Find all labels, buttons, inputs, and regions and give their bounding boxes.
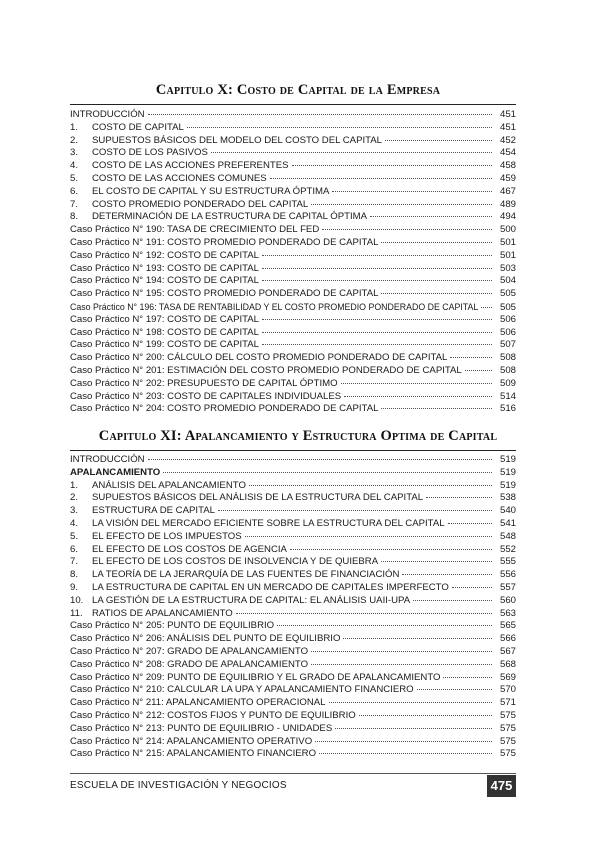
toc-entry <box>70 135 516 148</box>
toc-entry <box>70 288 516 301</box>
toc-entry-title: Caso Práctico N° 203: COSTO DE CAPITALES INDIVIDUALES <box>70 390 342 402</box>
toc-entry <box>70 736 516 749</box>
toc-entry-title: SUPUESTOS BÁSICOS DEL MODELO DEL COSTO DEL CAPITAL <box>92 134 383 146</box>
toc-entry-page: 505 <box>499 288 516 300</box>
chapter-xi-rule <box>70 450 516 451</box>
toc-entry-title: SUPUESTOS BÁSICOS DEL ANÁLISIS DE LA ESTRUCTURA DEL CAPITAL <box>92 492 424 504</box>
toc-entry <box>70 480 516 493</box>
toc-entry-page: 568 <box>499 658 516 670</box>
dot-leader <box>311 651 492 652</box>
toc-entry-number: 8. <box>70 211 79 223</box>
dot-leader <box>249 485 492 486</box>
dot-leader <box>448 523 492 524</box>
toc-entry <box>70 186 516 199</box>
toc-entry-page: 501 <box>499 249 516 261</box>
dot-leader <box>385 140 492 141</box>
toc-entry <box>70 275 516 288</box>
toc-entry-page: 563 <box>499 607 516 619</box>
toc-entry <box>70 646 516 659</box>
toc-entry-number: 5. <box>70 530 79 542</box>
toc-entry <box>70 633 516 646</box>
toc-entry-number: 5. <box>70 172 79 184</box>
toc-entry-title: Caso Práctico N° 214: APALANCAMIENTO OPERATIVO <box>70 735 313 747</box>
toc-entry-number: 6. <box>70 185 79 197</box>
toc-entry <box>70 492 516 505</box>
dot-leader <box>465 370 492 371</box>
toc-entry-page: 519 <box>499 479 516 491</box>
dot-leader <box>341 383 492 384</box>
dot-leader <box>292 165 492 166</box>
toc-entry-number: 9. <box>70 581 79 593</box>
toc-entry-number: 8. <box>70 569 79 581</box>
toc-entry-page: 459 <box>499 172 516 184</box>
toc-entry <box>70 327 516 340</box>
toc-entry-number: 1. <box>70 479 79 491</box>
toc-entry-title: Caso Práctico N° 193: COSTO DE CAPITAL <box>70 262 260 274</box>
toc-entry <box>70 518 516 531</box>
dot-leader <box>187 127 492 128</box>
toc-entry-page: 569 <box>499 671 516 683</box>
toc-entry-page: 503 <box>499 262 516 274</box>
toc-entry <box>70 378 516 391</box>
toc-entry-number: 10. <box>70 594 84 606</box>
dot-leader <box>481 307 492 308</box>
dot-leader <box>163 472 492 473</box>
toc-entry-page: 451 <box>499 109 516 120</box>
toc-entry <box>70 109 516 122</box>
dot-leader <box>381 561 492 562</box>
toc-entry-number: 2. <box>70 134 79 146</box>
toc-entry <box>70 620 516 633</box>
dot-leader <box>262 255 492 256</box>
toc-entry-title: ANÁLISIS DEL APALANCAMIENTO <box>92 479 246 491</box>
toc-entry-number: 1. <box>70 121 79 133</box>
toc-entry <box>70 237 516 250</box>
toc-entry-title: DETERMINACIÓN DE LA ESTRUCTURA DE CAPITAL ÓPTIMA <box>92 211 368 223</box>
toc-entry-page: 552 <box>499 543 516 555</box>
toc-entry <box>70 391 516 404</box>
toc-entry-page: 560 <box>499 594 516 606</box>
toc-entry-page: 508 <box>499 364 516 376</box>
toc-entry-title: LA TEORÍA DE LA JERARQUÍA DE LAS FUENTES DE FINANCIACIÓN <box>92 569 400 581</box>
toc-entry <box>70 263 516 276</box>
toc-entry-number: 3. <box>70 505 79 517</box>
dot-leader <box>381 293 492 294</box>
toc-entry-title: EL EFECTO DE LOS COSTOS DE AGENCIA <box>92 543 287 555</box>
toc-entry-page: 458 <box>499 160 516 172</box>
dot-leader <box>277 625 492 626</box>
toc-entry-number: 4. <box>70 160 79 172</box>
dot-leader <box>402 574 492 575</box>
toc-entry-number: 7. <box>70 198 79 210</box>
dot-leader <box>319 753 492 754</box>
toc-entry-title: COSTO PROMEDIO PONDERADO DEL CAPITAL <box>92 198 309 210</box>
dot-leader <box>311 204 492 205</box>
footer-publisher: ESCUELA DE INVESTIGACIÓN Y NEGOCIOS <box>70 780 287 791</box>
dot-leader <box>262 332 492 333</box>
chapter-x-rule <box>70 104 516 105</box>
toc-entry-page: 452 <box>499 134 516 146</box>
toc-entry <box>70 697 516 710</box>
toc-entry-page: 506 <box>499 313 516 325</box>
toc-entry-page: 566 <box>499 633 516 645</box>
toc-entry-title: Caso Práctico N° 204: COSTO PROMEDIO PONDERADO DE CAPITAL <box>70 403 379 415</box>
toc-entry-title: Caso Práctico N° 201: ESTIMACIÓN DEL COSTO PROMEDIO PONDERADO DE CAPITAL <box>70 364 462 376</box>
toc-entry-title: Caso Práctico N° 209: PUNTO DE EQUILIBRIO Y EL GRADO DE APALANCAMIENTO <box>70 671 441 683</box>
toc-entry-page: 575 <box>499 735 516 747</box>
toc-entry-title: COSTO DE LOS PASIVOS <box>92 147 208 159</box>
toc-entry-page: 541 <box>499 517 516 529</box>
toc-entry-title: Caso Práctico N° 198: COSTO DE CAPITAL <box>70 326 260 338</box>
toc-entry-page: 555 <box>499 556 516 568</box>
toc-entry <box>70 403 516 416</box>
toc-entry <box>70 659 516 672</box>
toc-entry-page: 505 <box>499 301 516 313</box>
toc-entry-page: 504 <box>499 275 516 287</box>
toc-entry <box>70 595 516 608</box>
toc-entry-number: 6. <box>70 543 79 555</box>
dot-leader <box>311 664 492 665</box>
toc-entry <box>70 339 516 352</box>
toc-entry-title: Caso Práctico N° 191: COSTO PROMEDIO PONDERADO DE CAPITAL <box>70 236 379 248</box>
toc-entry-title: COSTO DE LAS ACCIONES COMUNES <box>92 172 267 184</box>
toc-entry-title: Caso Práctico N° 200: CÁLCULO DEL COSTO PROMEDIO PONDERADO DE CAPITAL <box>70 352 448 364</box>
toc-entry <box>70 672 516 685</box>
toc-entry <box>70 505 516 518</box>
toc-entry-page: 489 <box>499 198 516 210</box>
toc-entry-number: 3. <box>70 147 79 159</box>
toc-entry-page: 575 <box>499 722 516 734</box>
toc-entry-number: 4. <box>70 517 79 529</box>
toc-entry <box>70 160 516 173</box>
toc-entry-title: Caso Práctico N° 207: GRADO DE APALANCAMIENTO <box>70 645 309 657</box>
toc-entry-page: 575 <box>499 748 516 760</box>
dot-leader <box>426 497 492 498</box>
toc-entry-title: INTRODUCCIÓN <box>70 109 145 120</box>
dot-leader <box>262 344 492 345</box>
toc-entry-page: 516 <box>499 403 516 415</box>
dot-leader <box>290 549 492 550</box>
toc-entry-page: 451 <box>499 121 516 133</box>
toc-entry-title: Caso Práctico N° 215: APALANCAMIENTO FINANCIERO <box>70 748 317 760</box>
toc-entry-title: Caso Práctico N° 212: COSTOS FIJOS Y PUNTO DE EQUILIBRIO <box>70 709 356 721</box>
toc-entry <box>70 748 516 761</box>
toc-entry-page: 467 <box>499 185 516 197</box>
toc-entry-title: Caso Práctico N° 190: TASA DE CRECIMIENTO DEL FED <box>70 224 320 236</box>
toc-entry-title: EL EFECTO DE LOS IMPUESTOS <box>92 530 242 542</box>
toc-entry-title: Caso Práctico N° 202: PRESUPUESTO DE CAPITAL ÓPTIMO <box>70 377 338 389</box>
toc-entry <box>70 569 516 582</box>
chapter-x-toc <box>70 109 516 416</box>
dot-leader <box>443 677 492 678</box>
toc-entry-title: Caso Práctico N° 206: ANÁLISIS DEL PUNTO DE EQUILIBRIO <box>70 633 341 645</box>
dot-leader <box>344 396 492 397</box>
toc-entry-title: ESTRUCTURA DE CAPITAL <box>92 505 215 517</box>
toc-entry <box>70 314 516 327</box>
toc-entry <box>70 467 516 480</box>
dot-leader <box>148 114 492 115</box>
toc-entry <box>70 608 516 621</box>
toc-entry-page: 508 <box>499 352 516 364</box>
toc-entry-title: Caso Práctico N° 205: PUNTO DE EQUILIBRIO <box>70 620 275 632</box>
toc-entry <box>70 199 516 212</box>
dot-leader <box>452 587 492 588</box>
toc-entry <box>70 684 516 697</box>
toc-entry-page: 570 <box>499 684 516 696</box>
toc-entry <box>70 531 516 544</box>
toc-entry-title: APALANCAMIENTO <box>70 466 161 478</box>
dot-leader <box>236 613 492 614</box>
toc-entry-page: 567 <box>499 645 516 657</box>
toc-entry-title: INTRODUCCIÓN <box>70 454 145 465</box>
toc-entry-title: Caso Práctico N° 195: COSTO PROMEDIO PONDERADO DE CAPITAL <box>70 288 379 300</box>
toc-entry-title: COSTO DE CAPITAL <box>92 121 184 133</box>
toc-entry-page: 500 <box>499 224 516 236</box>
dot-leader <box>335 728 492 729</box>
toc-entry-page: 509 <box>499 377 516 389</box>
dot-leader <box>245 536 492 537</box>
toc-entry-number: 2. <box>70 492 79 504</box>
toc-entry-number: 11. <box>70 607 83 619</box>
dot-leader <box>270 178 492 179</box>
toc-entry-page: 571 <box>499 697 516 709</box>
dot-leader <box>148 459 492 460</box>
toc-entry-title: Caso Práctico N° 211: APALANCAMIENTO OPERACIONAL <box>70 697 326 709</box>
toc-entry-title: Caso Práctico N° 194: COSTO DE CAPITAL <box>70 275 260 287</box>
toc-entry-title: Caso Práctico N° 208: GRADO DE APALANCAMIENTO <box>70 658 309 670</box>
toc-entry-page: 538 <box>499 492 516 504</box>
dot-leader <box>315 741 492 742</box>
toc-entry-page: 494 <box>499 211 516 223</box>
toc-entry-title: EL EFECTO DE LOS COSTOS DE INSOLVENCIA Y DE QUIEBRA <box>92 556 379 568</box>
footer-rule <box>70 773 516 774</box>
toc-entry <box>70 301 516 314</box>
toc-entry <box>70 544 516 557</box>
toc-entry-page: 557 <box>499 581 516 593</box>
dot-leader <box>332 191 492 192</box>
chapter-xi-toc <box>70 454 516 761</box>
dot-leader <box>359 715 492 716</box>
dot-leader <box>450 357 492 358</box>
dot-leader <box>417 689 492 690</box>
toc-entry-page: 548 <box>499 530 516 542</box>
toc-entry-page: 556 <box>499 569 516 581</box>
dot-leader <box>329 702 493 703</box>
chapter-xi-title: Capitulo XI: Apalancamiento y Estructura Optima de Capital <box>98 428 498 444</box>
toc-entry <box>70 224 516 237</box>
toc-entry <box>70 454 516 467</box>
toc-entry-title: RATIOS DE APALANCAMIENTO <box>92 607 233 619</box>
toc-entry-page: 565 <box>499 620 516 632</box>
toc-entry-title: Caso Práctico N° 192: COSTO DE CAPITAL <box>70 249 260 261</box>
toc-entry-title: LA VISIÓN DEL MERCADO EFICIENTE SOBRE LA ESTRUCTURA DEL CAPITAL <box>92 517 445 529</box>
toc-entry-title: Caso Práctico N° 210: CALCULAR LA UPA Y APALANCAMIENTO FINANCIERO <box>70 684 414 696</box>
toc-entry <box>70 582 516 595</box>
toc-entry <box>70 147 516 160</box>
toc-entry-number: 7. <box>70 556 79 568</box>
dot-leader <box>262 280 492 281</box>
toc-entry-title: Caso Práctico N° 196: TASA DE RENTABILIDAD Y EL COSTO PROMEDIO PONDERADO DE CAPITAL <box>70 301 479 312</box>
toc-entry-page: 454 <box>499 147 516 159</box>
toc-entry <box>70 710 516 723</box>
dot-leader <box>262 319 492 320</box>
toc-entry <box>70 723 516 736</box>
toc-entry <box>70 122 516 135</box>
toc-entry-page: 519 <box>499 454 516 465</box>
footer-page-number: 475 <box>487 775 516 797</box>
chapter-x-title: Capitulo X: Costo de Capital de la Empresa <box>155 82 441 98</box>
toc-entry-title: Caso Práctico N° 199: COSTO DE CAPITAL <box>70 339 260 351</box>
toc-entry <box>70 365 516 378</box>
dot-leader <box>211 152 492 153</box>
dot-leader <box>262 268 492 269</box>
toc-entry-page: 507 <box>499 339 516 351</box>
toc-entry-title: Caso Práctico N° 197: COSTO DE CAPITAL <box>70 313 260 325</box>
toc-entry-page: 540 <box>499 505 516 517</box>
dot-leader <box>322 229 492 230</box>
toc-entry <box>70 352 516 365</box>
toc-entry <box>70 556 516 569</box>
dot-leader <box>370 216 492 217</box>
toc-entry <box>70 211 516 224</box>
toc-entry-title: LA GESTIÓN DE LA ESTRUCTURA DE CAPITAL: EL ANÁLISIS UAII-UPA <box>92 594 411 606</box>
toc-entry-page: 519 <box>499 466 516 478</box>
dot-leader <box>343 638 492 639</box>
dot-leader <box>413 600 492 601</box>
toc-entry-title: EL COSTO DE CAPITAL Y SU ESTRUCTURA ÓPTIMA <box>92 185 330 197</box>
dot-leader <box>381 408 492 409</box>
dot-leader <box>381 242 492 243</box>
toc-entry <box>70 250 516 263</box>
dot-leader <box>218 510 492 511</box>
toc-entry-page: 575 <box>499 709 516 721</box>
toc-entry-page: 514 <box>499 390 516 402</box>
toc-entry-title: COSTO DE LAS ACCIONES PREFERENTES <box>92 160 289 172</box>
toc-entry-title: Caso Práctico N° 213: PUNTO DE EQUILIBRIO - UNIDADES <box>70 722 333 734</box>
toc-entry-page: 501 <box>499 236 516 248</box>
toc-entry-page: 506 <box>499 326 516 338</box>
toc-entry-title: LA ESTRUCTURA DE CAPITAL EN UN MERCADO DE CAPITALES IMPERFECTO <box>92 581 449 593</box>
toc-entry <box>70 173 516 186</box>
